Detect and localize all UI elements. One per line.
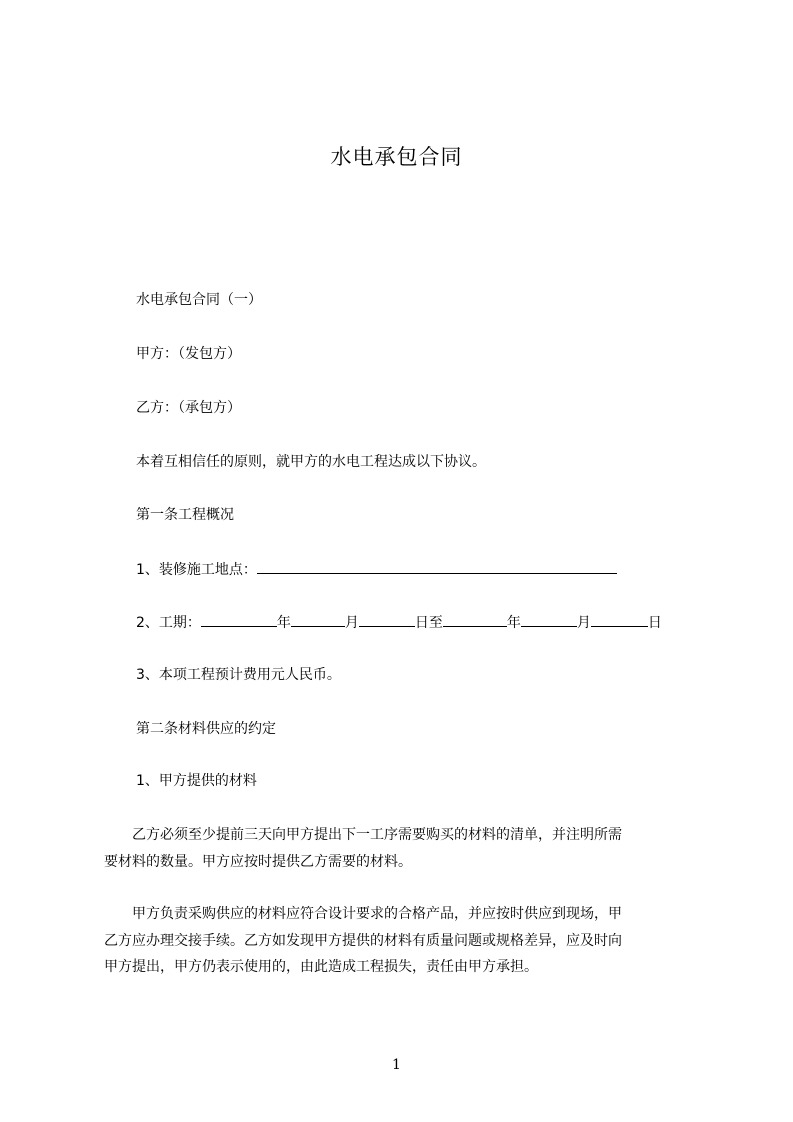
paragraph-2-line-3: 甲方提出，甲方仍表示使用的，由此造成工程损失，责任由甲方承担。 <box>104 959 538 975</box>
document-title: 水电承包合同 <box>330 145 463 169</box>
start-month-blank <box>291 612 345 627</box>
paragraph-2-line-2: 乙方应办理交接手续。乙方如发现甲方提供的材料有质量问题或规格差异，应及时向 <box>104 932 622 949</box>
paragraph-2-line-1: 甲方负责采购供应的材料应符合设计要求的合格产品，并应按时供应到现场，甲 <box>104 906 622 922</box>
paragraph-1 <box>104 822 698 875</box>
article-2-heading: 第二条材料供应的约定 <box>136 721 276 737</box>
location-blank <box>257 559 617 574</box>
end-year-label: 年 <box>506 615 521 631</box>
end-month-blank <box>521 612 577 627</box>
start-day-blank <box>359 612 415 627</box>
item-1-line <box>136 559 617 580</box>
start-year-label: 年 <box>276 615 291 631</box>
party-b-line: 乙方：（承包方） <box>136 400 241 416</box>
paragraph-2 <box>104 901 698 981</box>
start-year-blank <box>201 612 277 627</box>
item-2-label: 2、工期： <box>136 615 201 631</box>
start-day-label: 日至 <box>414 615 443 631</box>
end-day-blank <box>591 612 648 627</box>
start-month-label: 月 <box>344 615 359 631</box>
item-1-label: 1、装修施工地点： <box>136 562 257 578</box>
preamble-text: 本着互相信任的原则，就甲方的水电工程达成以下协议。 <box>136 454 486 470</box>
paragraph-1-line-1: 乙方必须至少提前三天向甲方提出下一工序需要购买的材料的清单，并注明所需 <box>104 827 622 843</box>
page-number: 1 <box>392 1057 401 1073</box>
article-1-heading: 第一条工程概况 <box>136 507 234 523</box>
item-2-line <box>136 612 662 633</box>
end-month-label: 月 <box>576 615 591 631</box>
subitem-1-heading: 1、甲方提供的材料 <box>136 773 257 789</box>
item-3-line: 3、本项工程预计费用元人民币。 <box>136 667 341 683</box>
paragraph-1-line-2: 要材料的数量。甲方应按时提供乙方需要的材料。 <box>104 853 412 870</box>
end-year-blank <box>443 612 507 627</box>
end-day-label: 日 <box>647 615 662 631</box>
party-a-line: 甲方：（发包方） <box>136 346 241 362</box>
contract-heading: 水电承包合同（一） <box>136 292 262 308</box>
